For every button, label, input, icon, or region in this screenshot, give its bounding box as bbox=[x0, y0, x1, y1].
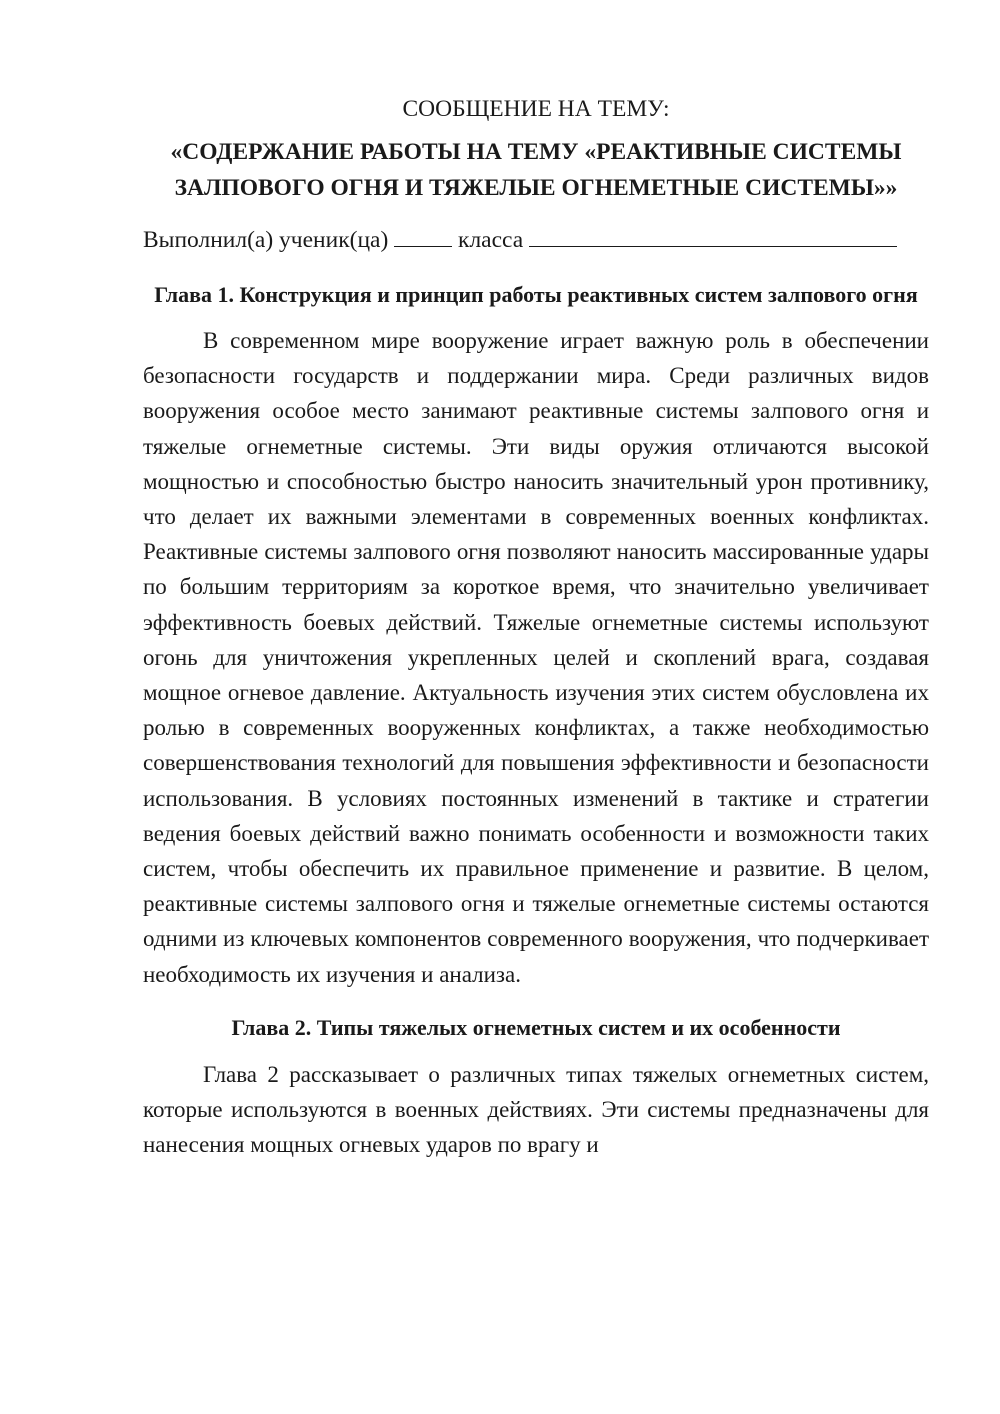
class-blank bbox=[394, 224, 452, 247]
document-page bbox=[143, 92, 929, 1162]
name-blank bbox=[529, 224, 897, 247]
author-middle: класса bbox=[458, 227, 524, 253]
chapter-2-paragraph: Глава 2 рассказывает о различных типах тяжелых огнеметных систем, которые используются в военных действиях. Эти системы предназначены для нанесения мощных огневых ударов по врагу и bbox=[143, 1061, 929, 1158]
author-line bbox=[143, 223, 929, 258]
document-title-line-2: ЗАЛПОВОГО ОГНЯ И ТЯЖЕЛЫЕ ОГНЕМЕТНЫЕ СИСТЕМЫ»» bbox=[174, 175, 898, 201]
author-prefix: Выполнил(а) ученик(ца) bbox=[143, 227, 389, 253]
chapter-2-heading: Глава 2. Типы тяжелых огнеметных систем и их особенности bbox=[231, 1014, 841, 1040]
chapter-1-heading: Глава 1. Конструкция и принцип работы реактивных систем залпового огня bbox=[154, 282, 918, 307]
chapter-1-paragraph: В современном мире вооружение играет важную роль в обеспечении безопасности государств и поддержании мира. Среди различных видов вооружения особое место занимают реактивные системы залпового огня и тяжелые огнеметные системы. Эти виды оружия отличаются высокой мощностью и способностью быстро наносить значительный урон противнику, что делает их важными элементами в современных военных конфликтах. Реактивные системы залпового огня позволяют наносить массированные удары по большим территориям за короткое время, что значительно увеличивает эффективность боевых действий. Тяжелые огнеметные системы используют огонь для уничтожения укрепленных целей и скоплений врага, создавая мощное огневое давление. Актуальность изучения этих систем обусловлена их ролью в современных вооруженных конфликтах, а также необходимостью совершенствования технологий для повышения эффективности и безопасности использования. В условиях постоянных изменений в тактике и стратегии ведения боевых действий важно понимать особенности и возможности таких систем, чтобы обеспечить их правильное применение и развитие. В целом, реактивные системы залпового огня и тяжелые огнеметные системы остаются одними из ключевых компонентов современного вооружения, что подчеркивает необходимость их изучения и анализа. bbox=[143, 328, 929, 987]
document-title-line-1: «СОДЕРЖАНИЕ РАБОТЫ НА ТЕМУ «РЕАКТИВНЫЕ СИСТЕМЫ bbox=[170, 139, 902, 165]
document-title bbox=[143, 134, 929, 206]
document-header: СООБЩЕНИЕ НА ТЕМУ: bbox=[402, 96, 670, 122]
